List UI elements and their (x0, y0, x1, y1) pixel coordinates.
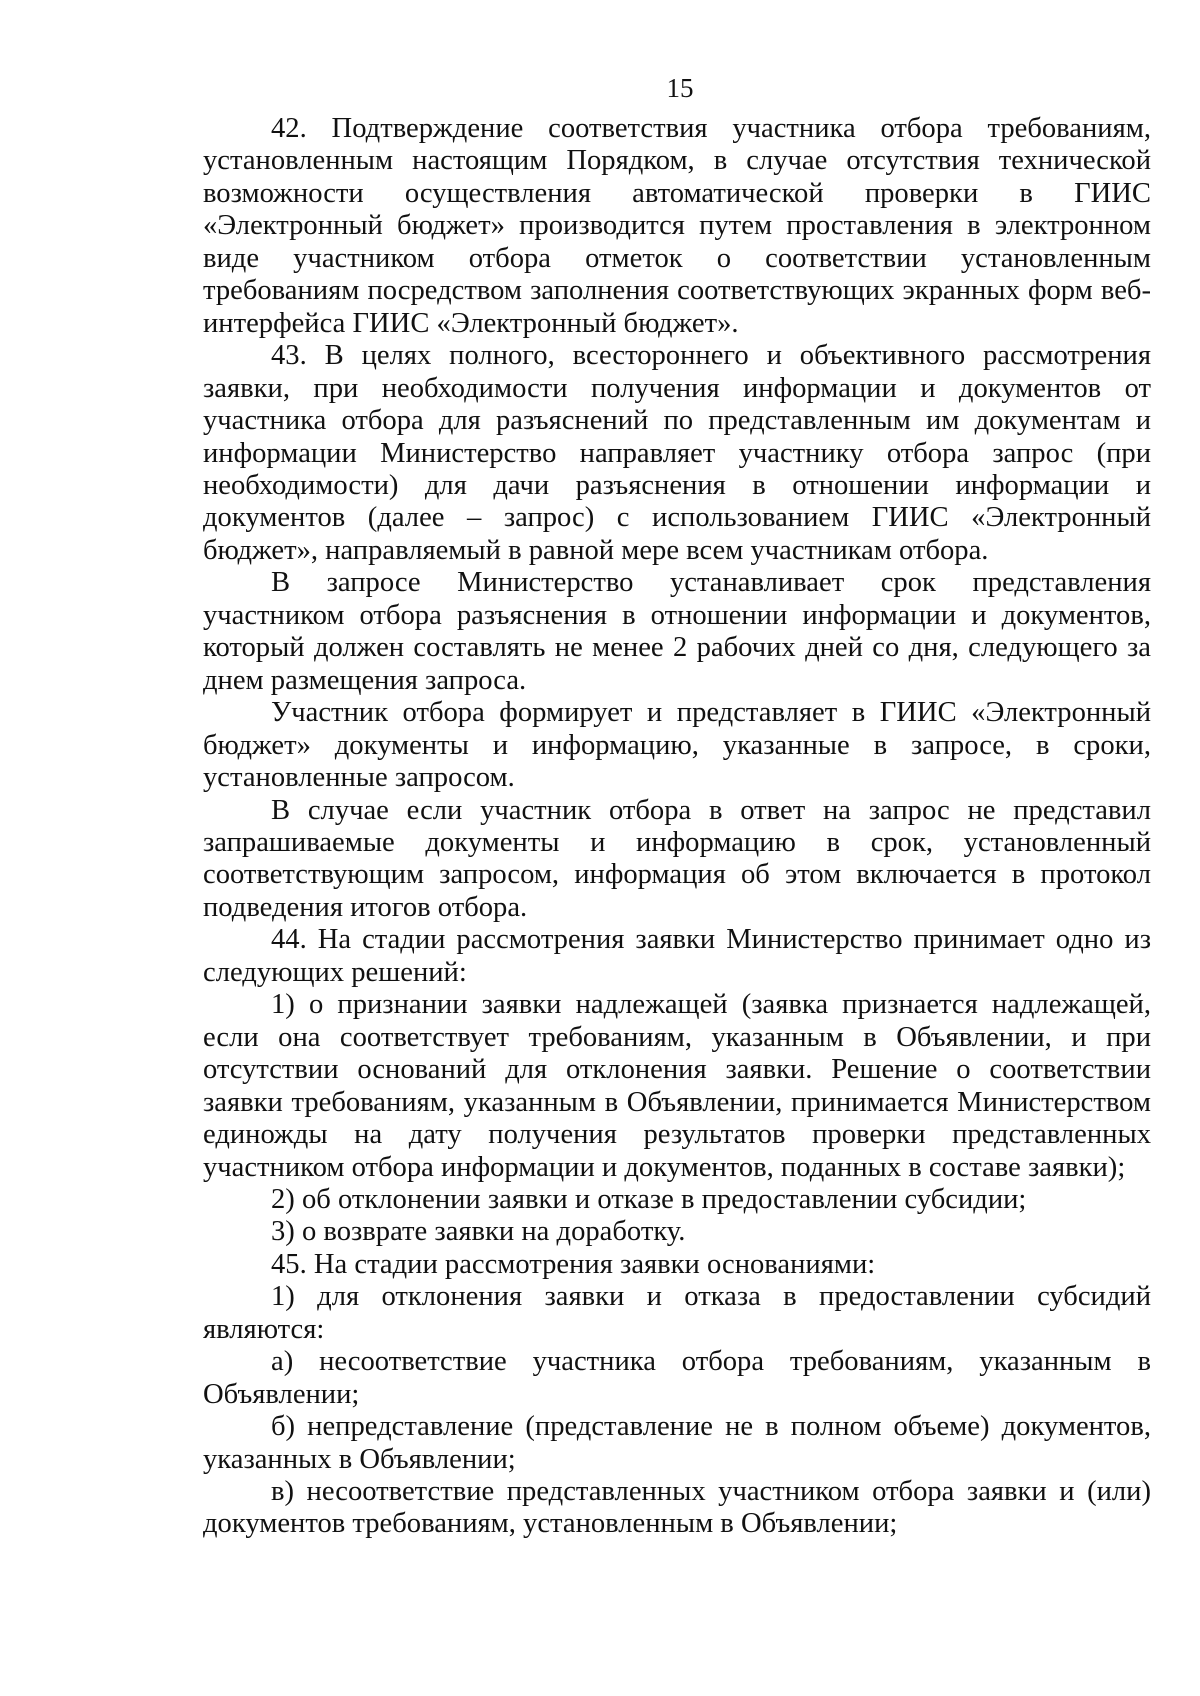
paragraph-43: 43. В целях полного, всестороннего и объективного рассмотрения заявки, при необходимости получения информации и документов от участника отбора для разъяснений по представленным им документам и информации Министерство направляет участнику отбора запрос (при необходимости) для дачи разъяснения в отношении информации и документов (далее – запрос) с использованием ГИИС «Электронный бюджет», направляемый в равной мере всем участникам отбора. (203, 340, 1151, 566)
paragraph-45: 45. На стадии рассмотрения заявки основаниями: (271, 1248, 876, 1280)
paragraph-44: 44. На стадии рассмотрения заявки Министерство принимает одно из следующих решений: (203, 924, 1151, 988)
paragraph-44-item-3: 3) о возврате заявки на доработку. (271, 1216, 686, 1248)
paragraph-45-subitem-a: а) несоответствие участника отбора требованиям, указанным в Объявлении; (203, 1346, 1151, 1410)
paragraph-42: 42. Подтверждение соответствия участника отбора требованиям, установленным настоящим Порядком, в случае отсутствия технической возможности осуществления автоматической проверки в ГИИС «Электронный бюджет» производится путем проставления в электронном виде участником отбора отметок о соответствии установленным требованиям посредством заполнения соответствующих экранных форм веб-интерфейса ГИИС «Электронный бюджет». (203, 113, 1151, 339)
paragraph-44-item-1: 1) о признании заявки надлежащей (заявка признается надлежащей, если она соответствует требованиям, указанным в Объявлении, и при отсутствии оснований для отклонения заявки. Решение о соответствии заявки требованиям, указанным в Объявлении, принимается Министерством единожды на дату получения результатов проверки представленных участником отбора информации и документов, поданных в составе заявки); (203, 989, 1151, 1183)
paragraph-45-subitem-v: в) несоответствие представленных участником отбора заявки и (или) документов требованиям, установленным в Объявлении; (203, 1476, 1151, 1540)
paragraph-45-item-1: 1) для отклонения заявки и отказа в предоставлении субсидий являются: (203, 1281, 1151, 1345)
page-number: 15 (666, 73, 694, 103)
document-body (203, 113, 1151, 1541)
paragraph-44-item-2: 2) об отклонении заявки и отказе в предоставлении субсидии; (271, 1183, 1027, 1215)
paragraph-43-participant-response: Участник отбора формирует и представляет в ГИИС «Электронный бюджет» документы и информацию, указанные в запросе, в сроки, установленные запросом. (203, 697, 1151, 794)
paragraph-43-no-response: В случае если участник отбора в ответ на запрос не представил запрашиваемые документы и информацию в срок, установленный соответствующим запросом, информация об этом включается в протокол подведения итогов отбора. (203, 794, 1151, 923)
paragraph-43-request-deadline: В запросе Министерство устанавливает срок представления участником отбора разъяснения в отношении информации и документов, который должен составлять не менее 2 рабочих дней со дня, следующего за днем размещения запроса. (203, 567, 1151, 696)
paragraph-45-subitem-b: б) непредставление (представление не в полном объеме) документов, указанных в Объявлении; (203, 1411, 1151, 1475)
